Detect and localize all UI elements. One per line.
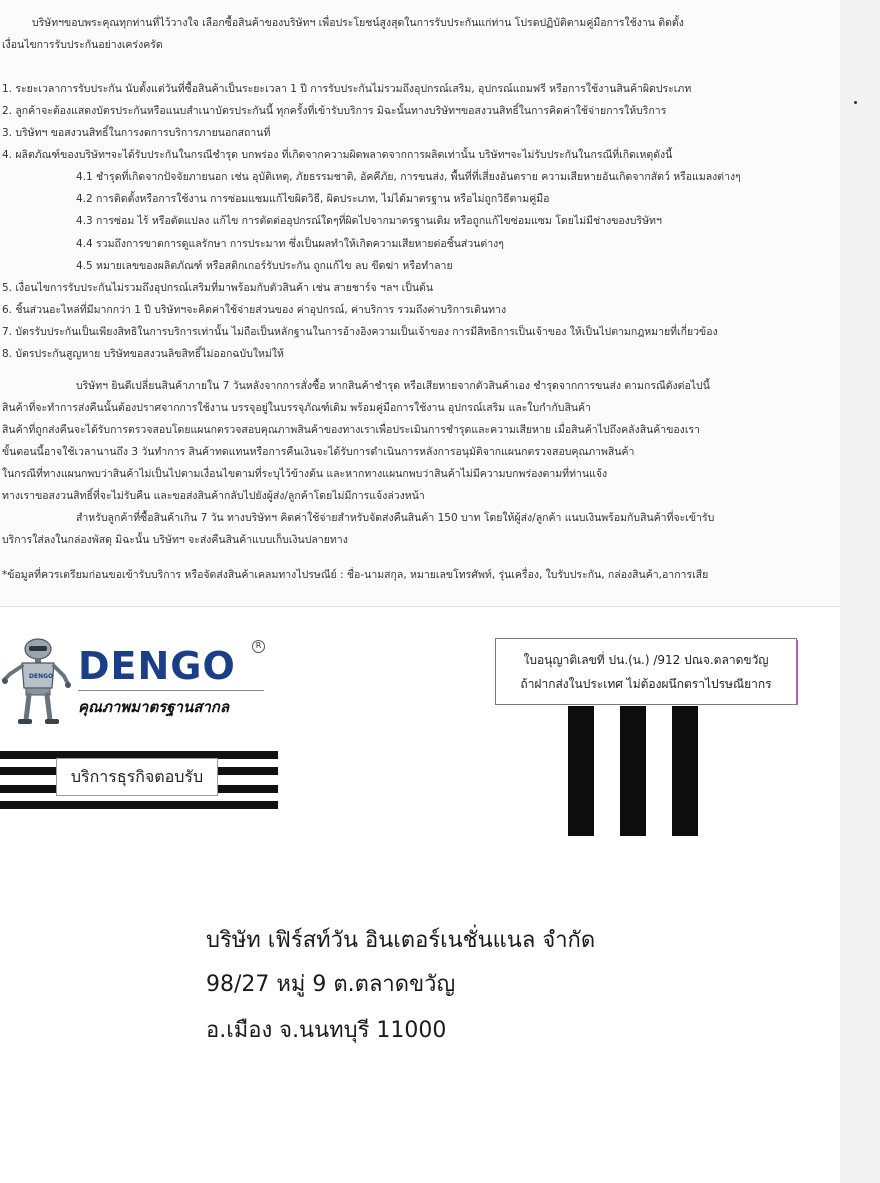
terms-sub-item: 4.1 ชำรุดที่เกิดจากปัจจัยภายนอก เช่น อุบัติเหตุ, ภัยธรรมชาติ, อัคคีภัย, การขนส่ง, พื้นที่ที่เสี่ยงอันตราย ความเสียหายอันเกิดจากสัตว์ หรือแมลงต่างๆ <box>76 171 741 183</box>
return-policy-line: ขั้นตอนนี้อาจใช้เวลานานถึง 3 วันทำการ สินค้าทดแทนหรือการคืนเงินจะได้รับการดำเนินการหลังการอนุมัติจากแผนกตรวจสอบคุณภาพสินค้า <box>2 446 635 458</box>
recipient-street: 98/27 หมู่ 9 ต.ตลาดขวัญ <box>206 972 456 997</box>
terms-sub-item: 4.2 การติดตั้งหรือการใช้งาน การซ่อมแซมแก้ไขผิดวิธี, ผิดประเภท, ไม่ได้มาตรฐาน หรือไม่ถูกวิธีตามคู่มือ <box>76 193 550 205</box>
section-divider <box>0 606 840 607</box>
terms-item: 1. ระยะเวลาการรับประกัน นับตั้งแต่วันที่ซื้อสินค้าเป็นระยะเวลา 1 ปี การรับประกันไม่รวมถึงอุปกรณ์เสริม, อุปกรณ์แถมฟรี หรือการใช้งานสินค้าผิดประเภท <box>2 83 692 95</box>
dengo-logo <box>0 638 280 728</box>
terms-item: 6. ชิ้นส่วนอะไหล่ที่มีมากกว่า 1 ปี บริษัทฯจะคิดค่าใช้จ่ายส่วนของ ค่าอุปกรณ์, ค่าบริการ รวมถึงค่าบริการเดินทาง <box>2 304 507 316</box>
speck-mark <box>854 101 857 104</box>
return-policy-line: ทางเราขอสงวนสิทธิ์ที่จะไม่รับคืน และขอส่งสินค้ากลับไปยังผู้ส่ง/ลูกค้าโดยไม่มีการแจ้งล่วงหน้า <box>2 490 425 502</box>
return-policy-line: บริการใส่ลงในกล่องพัสดุ มิฉะนั้น บริษัทฯ จะส่งคืนสินค้าแบบเก็บเงินปลายทาง <box>2 534 348 546</box>
intro-line: บริษัทฯขอบพระคุณทุกท่านที่ไว้วางใจ เลือกซื้อสินค้าของบริษัทฯ เพื่อประโยชน์สูงสุดในการรับประกันแก่ท่าน โปรดปฏิบัติตามคู่มือการใช้งาน ติดตั้ง <box>32 17 684 29</box>
robot-mascot-icon <box>2 638 80 726</box>
return-policy-line: สินค้าที่ถูกส่งคืนจะได้รับการตรวจสอบโดยแผนกตรวจสอบคุณภาพสินค้าของทางเราเพื่อประเมินการชำรุดและความเสียหาย เมื่อสินค้าไปถึงคลังสินค้าของเรา <box>2 424 700 436</box>
terms-sub-item: 4.4 รวมถึงการขาดการดูแลรักษา การประมาท ซึ่งเป็นผลทำให้เกิดความเสียหายต่อชิ้นส่วนต่างๆ <box>76 238 504 250</box>
permit-box-edge <box>796 640 798 705</box>
recipient-city: อ.เมือง จ.นนทบุรี 11000 <box>206 1018 447 1043</box>
barcode-bar <box>568 706 594 836</box>
recipient-company: บริษัท เฟิร์สท์วัน อินเตอร์เนชั่นแนล จำกัด <box>206 928 596 953</box>
permit-note: ถ้าฝากส่งในประเทศ ไม่ต้องผนึกตราไปรษณียากร <box>520 677 772 691</box>
tagline-rule <box>78 690 264 691</box>
barcode-bar <box>672 706 698 836</box>
return-policy-line: สินค้าที่จะทำการส่งคืนนั้นต้องปราศจากการใช้งาน บรรจุอยู่ในบรรจุภัณฑ์เดิม พร้อมคู่มือการใช้งาน อุปกรณ์เสริม และใบกำกับสินค้า <box>2 402 591 414</box>
barcode-bar <box>620 706 646 836</box>
return-policy-line: ในกรณีที่ทางแผนกพบว่าสินค้าไม่เป็นไปตามเงื่อนไขตามที่ระบุไว้ข้างต้น และหากทางแผนกพบว่าสินค้าไม่มีความบกพร่องตามที่ท่านแจ้ง <box>2 468 608 480</box>
return-policy-line: สำหรับลูกค้าที่ซื้อสินค้าเกิน 7 วัน ทางบริษัทฯ คิดค่าใช้จ่ายสำหรับจัดส่งคืนสินค้า 150 บาท โดยให้ผู้ส่ง/ลูกค้า แนบเงินพร้อมกับสินค้าที่จะเข้ารับ <box>76 512 715 524</box>
business-reply-label: บริการธุรกิจตอบรับ <box>56 758 218 796</box>
terms-item: 8. บัตรประกันสูญหาย บริษัทขอสงวนลิขสิทธิ์ไม่ออกฉบับใหม่ให้ <box>2 348 284 360</box>
robot-chest-label: DENGO <box>29 673 54 680</box>
brand-name: DENGO <box>78 644 236 688</box>
return-policy-line: บริษัทฯ ยินดีเปลี่ยนสินค้าภายใน 7 วันหลังจากการสั่งซื้อ หากสินค้าชำรุด หรือเสียหายจากตัวสินค้าเอง ชำรุดจากการขนส่ง ตามกรณีดังต่อไปนี้ <box>76 380 710 392</box>
service-note: *ข้อมูลที่ควรเตรียมก่อนขอเข้ารับบริการ หรือจัดส่งสินค้าเคลมทางไปรษณีย์ : ชื่อ-นามสกุล, หมายเลขโทรศัพท์, รุ่นเครื่อง, ใบรับประกัน, กล่องสินค้า,อาการเสีย <box>2 569 709 581</box>
terms-sub-item: 4.3 การซ่อม ไร้ หรือดัดแปลง แก้ไข การตัดต่ออุปกรณ์ใดๆที่ผิดไปจากมาตรฐานเดิม หรือถูกแก้ไขซ่อมแซม โดยไม่มีช่างของบริษัทฯ <box>76 215 662 227</box>
intro-line: เงื่อนไขการรับประกันอย่างเคร่งครัด <box>2 39 163 51</box>
service-bar <box>0 801 278 809</box>
terms-item: 2. ลูกค้าจะต้องแสดงบัตรประกันหรือแนบสำเนาบัตรประกันนี้ ทุกครั้งที่เข้ารับบริการ มิฉะนั้นทางบริษัทฯขอสงวนสิทธิ์ในการคิดค่าใช้จ่ายการให้บริการ <box>2 105 667 117</box>
brand-tagline: คุณภาพมาตรฐานสากล <box>78 698 230 716</box>
terms-item: 7. บัตรรับประกันเป็นเพียงสิทธิในการบริการเท่านั้น ไม่ถือเป็นหลักฐานในการอ้างอิงความเป็นเจ้าของ การมีสิทธิการเป็นเจ้าของ ให้เป็นไปตามกฎหมายที่เกี่ยวข้อง <box>2 326 718 338</box>
terms-item: 3. บริษัทฯ ขอสงวนสิทธิ์ในการงดการบริการภายนอกสถานที่ <box>2 127 271 139</box>
terms-item: 5. เงื่อนไขการรับประกันไม่รวมถึงอุปกรณ์เสริมที่มาพร้อมกับตัวสินค้า เช่น สายชาร์จ ฯลฯ เป็นต้น <box>2 282 434 294</box>
terms-sub-item: 4.5 หมายเลขของผลิตภัณฑ์ หรือสติกเกอร์รับประกัน ถูกแก้ไข ลบ ขีดฆ่า หรือทำลาย <box>76 260 453 272</box>
terms-item: 4. ผลิตภัณฑ์ของบริษัทฯจะได้รับประกันในกรณีชำรุด บกพร่อง ที่เกิดจากความผิดพลาดจากการผลิตเท่านั้น บริษัทฯจะไม่รับประกันในกรณีที่เกิดเหตุดังนี้ <box>2 149 673 161</box>
permit-number: ใบอนุญาติเลขที่ ปน.(น.) /912 ปณจ.ตลาดขวัญ <box>523 653 769 667</box>
postal-permit-box <box>495 638 797 705</box>
registered-mark: R <box>252 640 265 653</box>
page-edge-strip <box>840 0 880 1183</box>
